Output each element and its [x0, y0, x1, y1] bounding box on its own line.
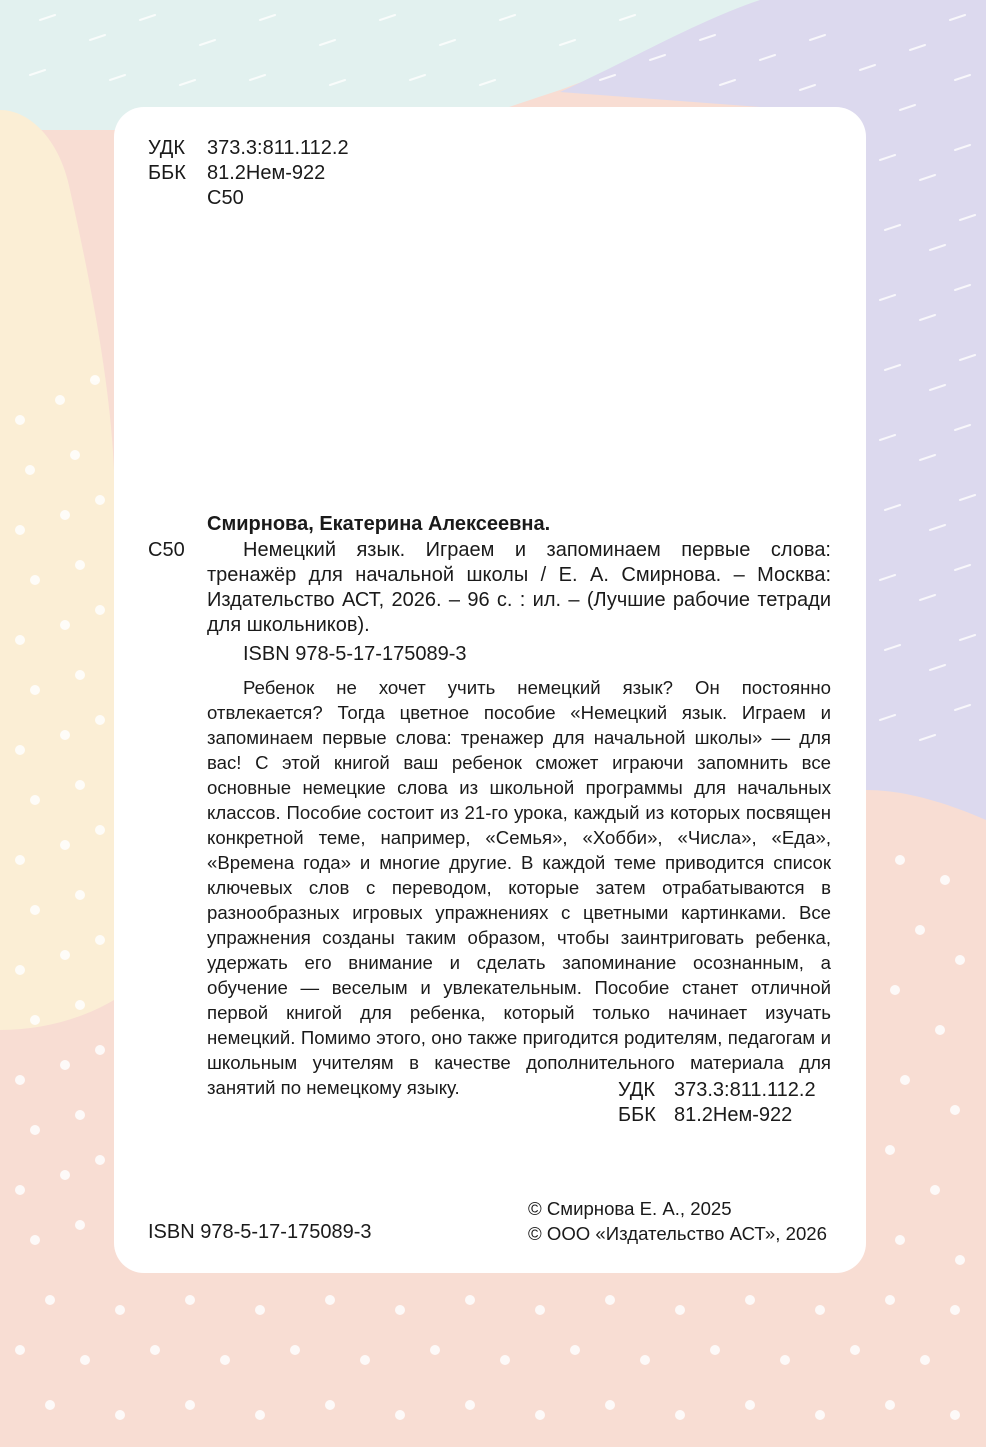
title-statement: Немецкий язык. Играем и запоминаем первые слова: тренажёр для начальной школы / Е. А. Смирнова. – Москва: Издательство АСТ, 2026. – 96 с. : ил. – (Лучшие рабочие тетради для школьников). [207, 539, 831, 636]
copyright-author: © Смирнова Е. А., 2025 [528, 1198, 732, 1219]
isbn-record: ISBN 978-5-17-175089-3 [243, 643, 467, 665]
copyright-publisher: © ООО «Издательство АСТ», 2026 [528, 1223, 827, 1244]
bbk-value-bottom: 81.2Нем-922 [674, 1104, 793, 1126]
copyright-block [528, 1196, 827, 1246]
author-mark: С50 [207, 187, 244, 209]
author-heading: Смирнова, Екатерина Алексеевна. [207, 513, 551, 535]
author-mark-side: С50 [148, 539, 185, 561]
bbk-label-bottom: ББК [618, 1104, 656, 1126]
udk-value-bottom: 373.3:811.112.2 [674, 1079, 816, 1101]
annotation-text: Ребенок не хочет учить немецкий язык? Он постоянно отвлекается? Тогда цветное пособие «Немецкий язык. Играем и запоминаем первые слова: тренажер для начальной школы» — для вас! С этой книгой ваш ребенок сможет играючи запомнить все основные немецкие слова из школьной программы для начальных классов. Пособие состоит из 21-го урока, каждый из которых посвящен конкретной теме, например, «Семья», «Хобби», «Числа», «Еда», «Времена года» и многие другие. В каждой теме приводится список ключевых слов с переводом, которые затем отрабатываются в разнообразных игровых упражнениях с цветными картинками. Все упражнения созданы таким образом, чтобы заинтриговать ребенка, удержать его внимание и сделать запоминание осознанным, а обучение — веселым и увлекательным. Пособие станет отличной первой книгой для ребенка, который только начинает изучать немецкий. Помимо этого, оно также пригодится родителям, педагогам и школьным учителям в качестве дополнительного материала для занятий по немецкому языку. [207, 677, 831, 1098]
bibliographic-description [207, 538, 831, 638]
classification-codes-bottom [618, 1078, 832, 1128]
isbn-footer: ISBN 978-5-17-175089-3 [148, 1221, 372, 1243]
udk-label: УДК [148, 137, 186, 159]
bbk-label: ББК [148, 162, 186, 184]
bbk-value: 81.2Нем-922 [207, 162, 326, 184]
udk-value: 373.3:811.112.2 [207, 137, 349, 159]
udk-label-bottom: УДК [618, 1079, 656, 1101]
